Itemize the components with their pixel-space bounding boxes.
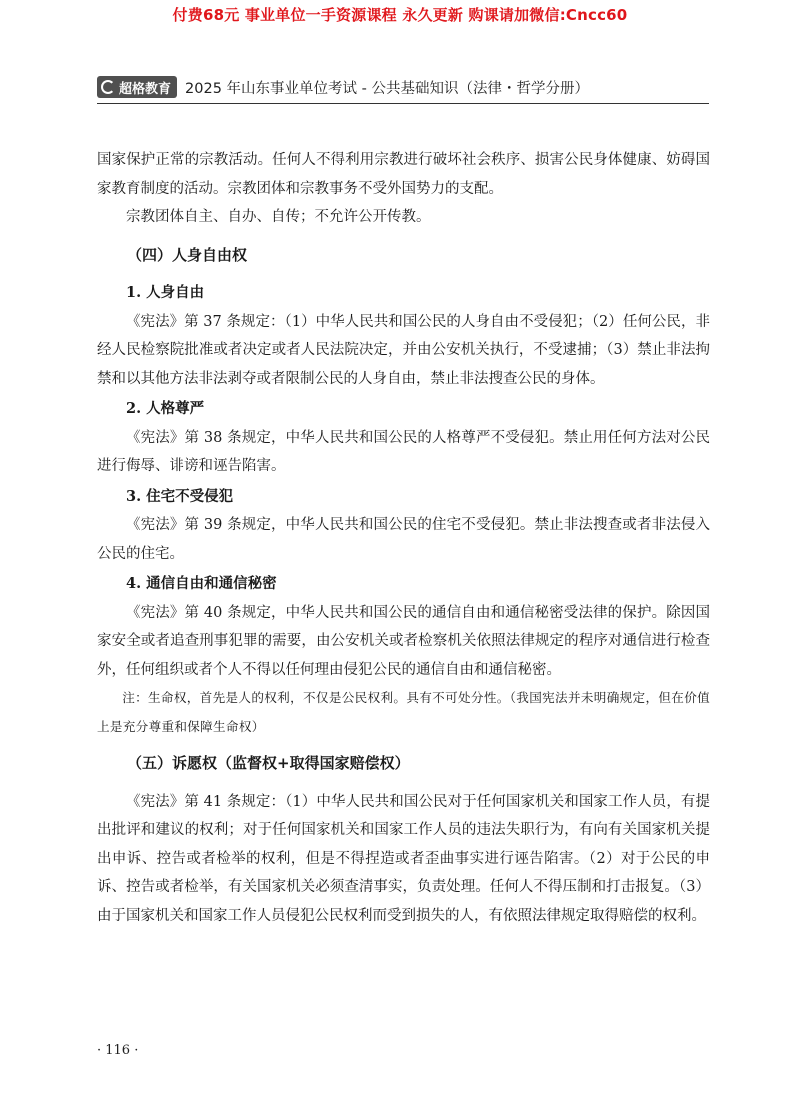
subsection-heading: 3. 住宅不受侵犯 (126, 487, 234, 505)
page-body (97, 146, 710, 930)
paragraph: 《宪法》第 40 条规定，中华人民共和国公民的通信自由和通信秘密受法律的保护。除因国家安全或者追查刑事犯罪的需要，由公安机关或者检察机关依照法律规定的程序对通信进行检查外，任何组织或者个人不得以任何理由侵犯公民的通信自由和通信秘密。 (97, 604, 710, 678)
page-number: · 116 · (97, 1043, 139, 1058)
promo-banner: 付费68元 事业单位一手资源课程 永久更新 购课请加微信:Cncc60 (172, 6, 628, 24)
logo-icon (101, 80, 115, 94)
subsection-heading: 1. 人身自由 (126, 284, 205, 301)
section-heading: （四）人身自由权 (127, 245, 248, 264)
logo-text: 超格教育 (119, 81, 172, 97)
paragraph: 《宪法》第 38 条规定，中华人民共和国公民的人格尊严不受侵犯。禁止用任何方法对公民进行侮辱、诽谤和诬告陷害。 (97, 429, 710, 474)
subsection-heading: 2. 人格尊严 (126, 400, 205, 417)
header-title: 2025 年山东事业单位考试 - 公共基础知识（法律・哲学分册） (185, 80, 589, 97)
note-paragraph: 注：生命权，首先是人的权利，不仅是公民权利。具有不可处分性。（我国宪法并未明确规定，但在价值上是充分尊重和保障生命权） (97, 690, 710, 734)
subsection-heading: 4. 通信自由和通信秘密 (126, 575, 277, 592)
paragraph: 国家保护正常的宗教活动。任何人不得利用宗教进行破坏社会秩序、损害公民身体健康、妨碍国家教育制度的活动。宗教团体和宗教事务不受外国势力的支配。 (97, 152, 710, 197)
paragraph: 《宪法》第 41 条规定：（1）中华人民共和国公民对于任何国家机关和国家工作人员，有提出批评和建议的权利；对于任何国家机关和国家工作人员的违法失职行为，有向有关国家机关提出申诉、控告或者检举的权利，但是不得捏造或者歪曲事实进行诬告陷害。（2）对于公民的申诉、控告或者检举，有关国家机关必须查清事实，负责处理。任何人不得压制和打击报复。（3）由于国家机关和国家工作人员侵犯公民权利而受到损失的人，有依照法律规定取得赔偿的权利。 (97, 793, 710, 924)
section-heading: （五）诉愿权（监督权+取得国家赔偿权） (127, 754, 410, 772)
paragraph: 《宪法》第 39 条规定，中华人民共和国公民的住宅不受侵犯。禁止非法搜查或者非法侵入公民的住宅。 (97, 517, 710, 562)
paragraph: 《宪法》第 37 条规定：（1）中华人民共和国公民的人身自由不受侵犯；（2）任何公民，非经人民检察院批准或者决定或者人民法院决定，并由公安机关执行，不受逮捕；（3）禁止非法拘禁和以其他方法非法剥夺或者限制公民的人身自由，禁止非法搜查公民的身体。 (97, 313, 710, 387)
page-header (97, 74, 709, 100)
paragraph: 宗教团体自主、自办、自传；不允许公开传教。 (126, 209, 431, 225)
publisher-logo (97, 76, 177, 98)
header-divider (97, 103, 709, 104)
